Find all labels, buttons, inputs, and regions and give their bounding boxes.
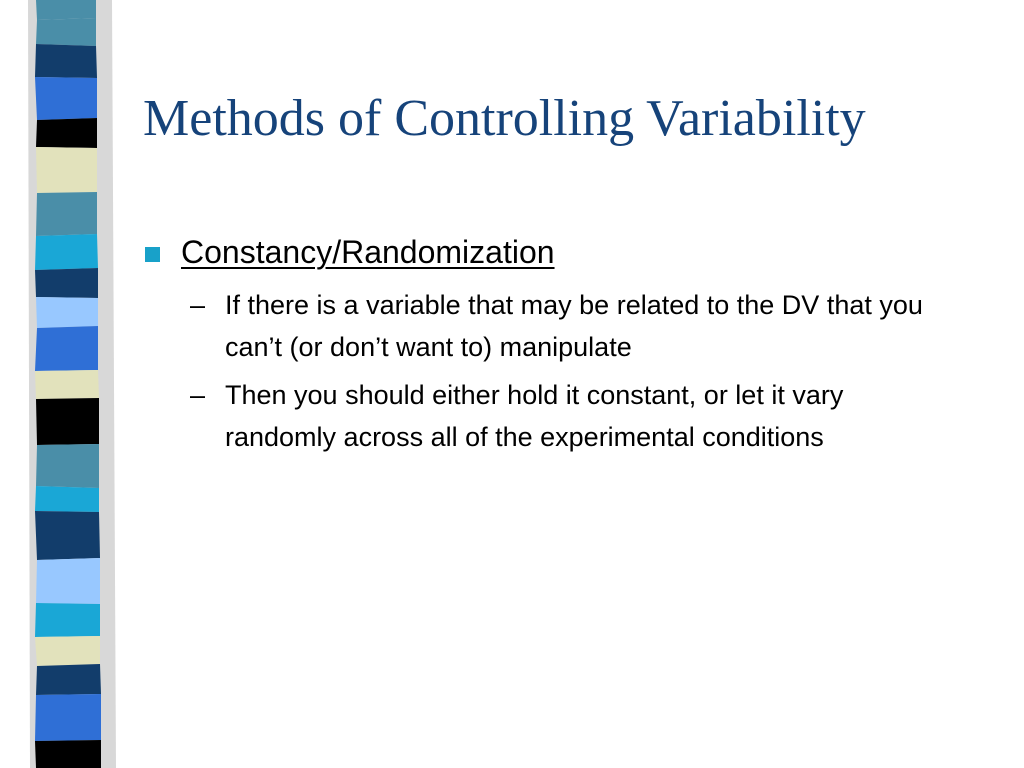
dash-bullet-icon: – [190, 290, 206, 320]
sub-bullet-text: Then you should either hold it constant, or let it vary randomly across all of the experimental conditions [225, 380, 844, 452]
sub-bullet-item [190, 374, 950, 458]
sub-bullet-item [190, 284, 950, 368]
sub-bullet-text: If there is a variable that may be related to the DV that you can’t (or don’t want to) manipulate [225, 290, 923, 362]
square-bullet-icon [145, 247, 160, 262]
dash-bullet-icon: – [190, 380, 206, 410]
stripe-segments [35, 0, 101, 768]
decorative-stripe-bar [0, 0, 120, 768]
bullet-item [145, 232, 965, 272]
bullet-heading: Constancy/Randomization [181, 234, 555, 270]
slide-title: Methods of Controlling Variability [143, 90, 866, 147]
